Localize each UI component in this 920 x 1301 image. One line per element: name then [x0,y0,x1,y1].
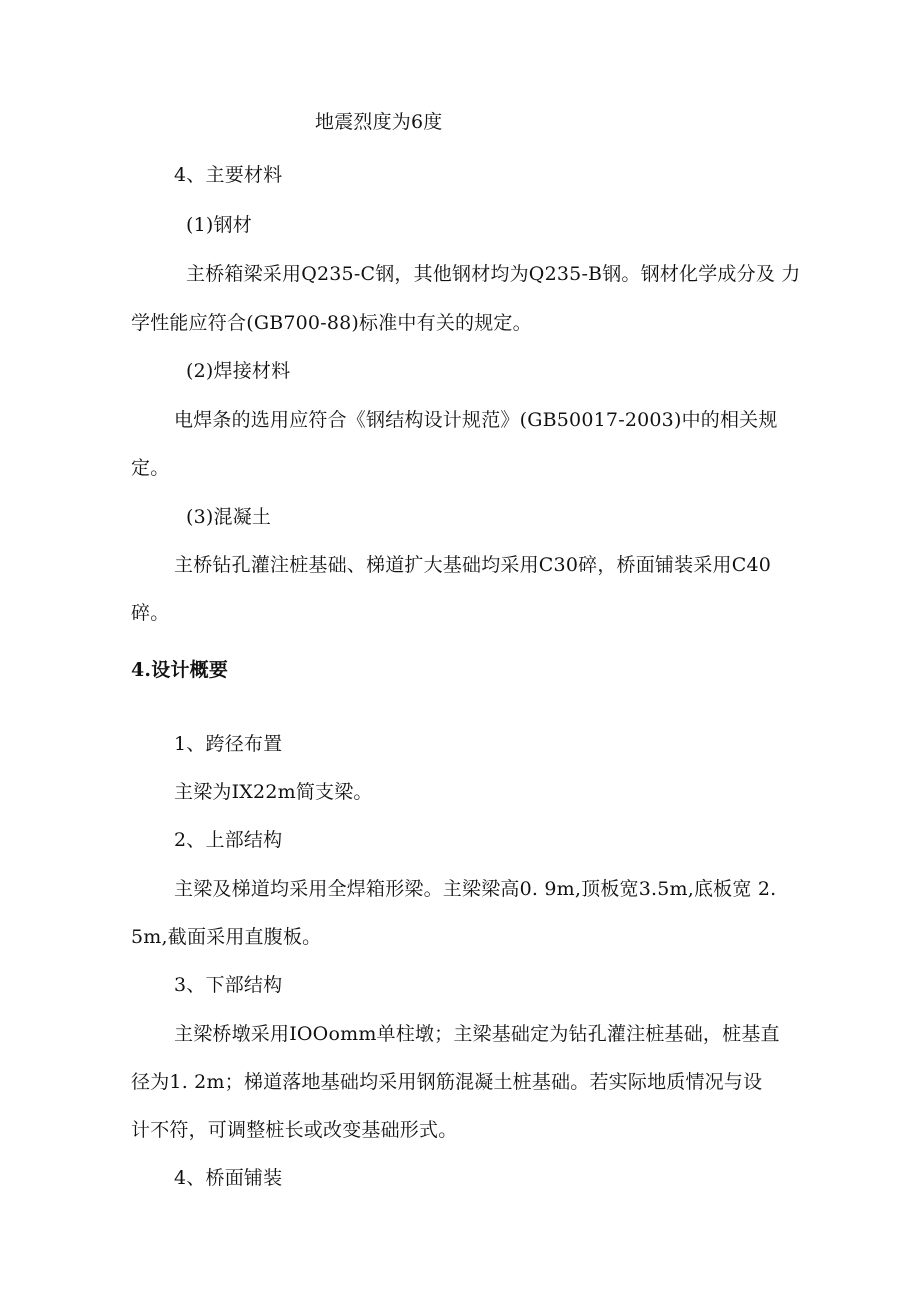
paragraph-superstructure-line1: 主梁及梯道均采用全焊箱形梁。主梁梁高0. 9m,顶板宽3.5m,底板宽 2. [174,878,777,900]
section-superstructure: 2、上部结构 [174,829,283,851]
section-substructure: 3、下部结构 [174,974,283,996]
subsection-concrete: (3)混凝土 [186,506,272,528]
text-seismic-intensity: 地震烈度为6度 [315,111,443,133]
paragraph-steel-line2: 学性能应符合(GB700-88)标准中有关的规定。 [131,312,532,334]
paragraph-concrete-line1: 主桥钻孔灌注桩基础、梯道扩大基础均采用C30碎，桥面铺装采用C40 [174,554,772,576]
paragraph-span-layout: 主梁为IX22m简支梁。 [174,781,373,803]
section-main-materials: 4、主要材料 [174,164,283,186]
section-deck-pavement: 4、桥面铺装 [174,1167,283,1189]
paragraph-superstructure-line2: 5m,截面采用直腹板。 [131,926,322,948]
heading-title: 设计概要 [151,659,229,681]
heading-number: 4. [131,659,152,681]
subsection-welding-materials: (2)焊接材料 [186,360,291,382]
paragraph-substructure-line1: 主梁桥墩采用IOOomm单柱墩；主梁基础定为钻孔灌注桩基础，桩基直 [174,1023,780,1045]
heading-design-overview [131,658,228,682]
paragraph-welding-line2: 定。 [131,457,170,479]
paragraph-concrete-line2: 碎。 [131,602,170,624]
paragraph-substructure-line2: 径为1. 2m；梯道落地基础均采用钢筋混凝土桩基础。若实际地质情况与设 [131,1071,763,1093]
subsection-steel: (1)钢材 [186,214,252,236]
paragraph-welding-line1: 电焊条的选用应符合《钢结构设计规范》(GB50017-2003)中的相关规 [174,409,778,431]
section-span-layout: 1、跨径布置 [174,733,283,755]
paragraph-substructure-line3: 计不符，可调整桩长或改变基础形式。 [131,1119,458,1141]
paragraph-steel-line1: 主桥箱梁采用Q235-C钢，其他钢材均为Q235-B钢。钢材化学成分及 力 [186,263,801,285]
